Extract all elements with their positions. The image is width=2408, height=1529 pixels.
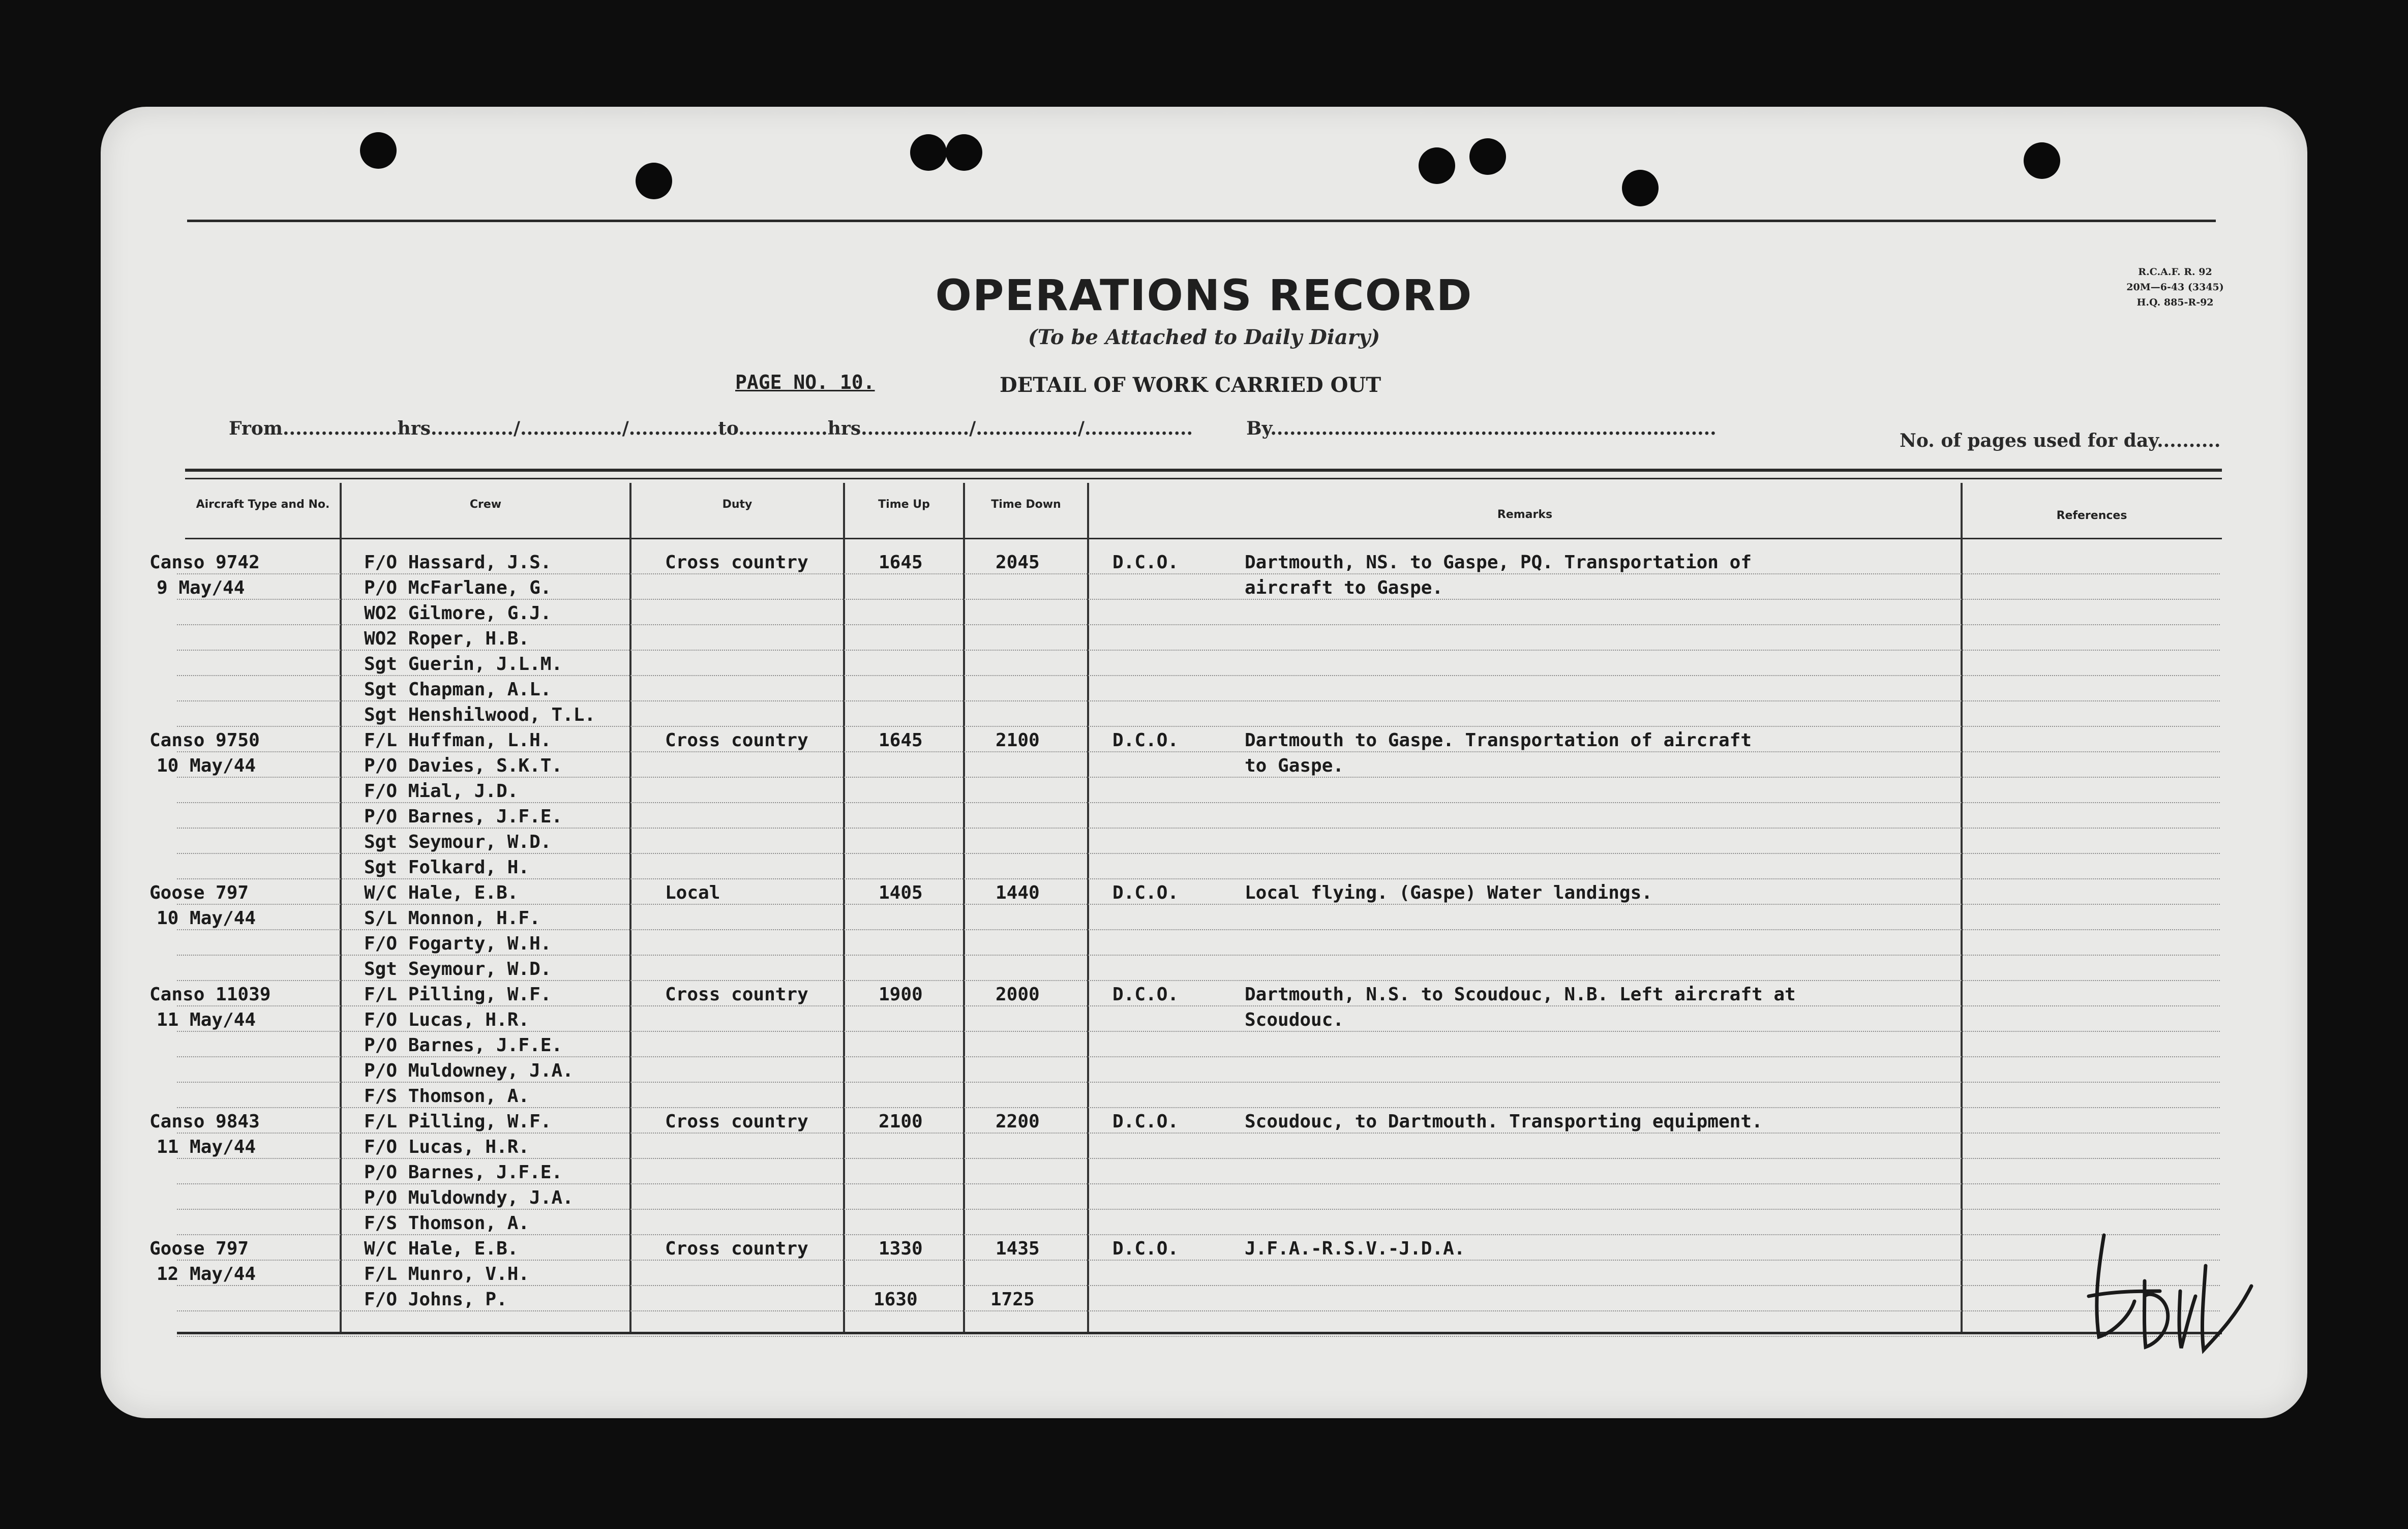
- header-bottom-rule: [185, 538, 2222, 539]
- ruled-line: [177, 777, 2220, 778]
- time-down: 2200: [996, 1111, 1040, 1132]
- punch-hole: [1469, 138, 1506, 175]
- top-rule: [187, 220, 2216, 222]
- punch-hole: [636, 163, 672, 199]
- crew-member: P/O Barnes, J.F.E.: [364, 1162, 563, 1183]
- ruled-line: [177, 1336, 2220, 1337]
- duty: Cross country: [665, 552, 808, 573]
- punch-hole: [1419, 147, 1455, 184]
- ruled-line: [177, 802, 2220, 803]
- duty-code: D.C.O.: [1112, 1111, 1179, 1132]
- crew-member: W/C Hale, E.B.: [364, 1238, 519, 1259]
- ruled-line: [177, 1133, 2220, 1134]
- entry-date: 10 May/44: [157, 755, 256, 776]
- duty: Local: [665, 882, 720, 903]
- duty-code: D.C.O.: [1112, 882, 1179, 903]
- crew-member: F/O Fogarty, W.H.: [364, 933, 552, 954]
- crew-member: F/L Munro, V.H.: [364, 1264, 530, 1285]
- aircraft-type: Goose 797: [149, 882, 249, 903]
- crew-member: S/L Monnon, H.F.: [364, 908, 540, 929]
- crew-member: P/O Barnes, J.F.E.: [364, 806, 563, 827]
- duty: Cross country: [665, 1238, 808, 1259]
- ruled-line: [177, 599, 2220, 600]
- crew-member: P/O Barnes, J.F.E.: [364, 1035, 563, 1056]
- punch-hole: [1622, 170, 1659, 206]
- ruled-line: [177, 1234, 2220, 1235]
- aircraft-type: Canso 11039: [149, 984, 271, 1005]
- crew-member: F/S Thomson, A.: [364, 1086, 530, 1107]
- remark-line: aircraft to Gaspe.: [1245, 577, 1443, 598]
- table-top-rule: [185, 478, 2222, 479]
- crew-member: Sgt Seymour, W.D.: [364, 959, 552, 980]
- form-code-line: R.C.A.F. R. 92: [2138, 266, 2212, 278]
- crew-member: F/O Lucas, H.R.: [364, 1010, 530, 1030]
- crew-member: P/O Davies, S.K.T.: [364, 755, 563, 776]
- time-up: 1645: [879, 552, 923, 573]
- ruled-line: [177, 853, 2220, 854]
- time-up: 1630: [874, 1289, 918, 1310]
- entry-date: 11 May/44: [157, 1010, 256, 1030]
- column-divider: [340, 483, 342, 1332]
- time-down: 2100: [996, 730, 1040, 751]
- crew-member: Sgt Guerin, J.L.M.: [364, 654, 563, 675]
- remark-line: Dartmouth, N.S. to Scoudouc, N.B. Left aircraft at: [1245, 984, 1796, 1005]
- crew-member: F/O Johns, P.: [364, 1289, 507, 1310]
- crew-member: Sgt Folkard, H.: [364, 857, 530, 878]
- duty: Cross country: [665, 730, 808, 751]
- remark-line: Dartmouth to Gaspe. Transportation of aircraft: [1245, 730, 1752, 751]
- entry-date: 10 May/44: [157, 908, 256, 929]
- duty-code: D.C.O.: [1112, 552, 1179, 573]
- crew-member: WO2 Gilmore, G.J.: [364, 603, 552, 624]
- ruled-line: [177, 955, 2220, 956]
- ruled-line: [177, 1082, 2220, 1083]
- record-card: [101, 107, 2307, 1418]
- ruled-line: [177, 904, 2220, 905]
- aircraft-type: Canso 9843: [149, 1111, 260, 1132]
- ruled-line: [177, 573, 2220, 574]
- crew-member: F/O Mial, J.D.: [364, 781, 519, 802]
- time-up: 2100: [879, 1111, 923, 1132]
- ruled-line: [177, 828, 2220, 829]
- column-header-duty: Duty: [722, 498, 752, 511]
- crew-member: Sgt Henshilwood, T.L.: [364, 705, 596, 725]
- ruled-line: [177, 1005, 2220, 1006]
- duty-code: D.C.O.: [1112, 984, 1179, 1005]
- ruled-line: [177, 878, 2220, 879]
- ruled-line: [177, 980, 2220, 981]
- column-header-time-up: Time Up: [878, 498, 930, 511]
- remark-line: to Gaspe.: [1245, 755, 1344, 776]
- punch-hole: [946, 134, 982, 171]
- column-header-crew: Crew: [469, 498, 502, 511]
- from-field: From..................hrs............./................/..............to..............hrs................./................/.................: [229, 418, 1193, 439]
- form-code: [2084, 264, 2267, 310]
- table-bottom-rule: [177, 1332, 2222, 1334]
- ruled-line: [177, 1209, 2220, 1210]
- crew-member: F/O Lucas, H.R.: [364, 1137, 530, 1157]
- column-divider: [1087, 483, 1089, 1332]
- form-code-line: H.Q. 885-R-92: [2136, 297, 2214, 308]
- punch-hole: [910, 134, 947, 171]
- ruled-line: [177, 700, 2220, 701]
- column-divider: [843, 483, 845, 1332]
- form-code-line: 20M—6-43 (3345): [2126, 282, 2224, 293]
- crew-member: F/S Thomson, A.: [364, 1213, 530, 1234]
- time-up: 1405: [879, 882, 923, 903]
- remark-line: Scoudouc, to Dartmouth. Transporting equipment.: [1245, 1111, 1763, 1132]
- column-header-time-down: Time Down: [991, 498, 1061, 511]
- pages-used-field: No. of pages used for day..........: [1900, 430, 2221, 451]
- page-title: OPERATIONS RECORD: [935, 270, 1473, 320]
- entry-date: 9 May/44: [157, 577, 245, 598]
- ruled-line: [177, 1285, 2220, 1286]
- punch-hole: [360, 132, 397, 169]
- duty-code: D.C.O.: [1112, 730, 1179, 751]
- ruled-line: [177, 1056, 2220, 1057]
- column-header-remarks: Remarks: [1497, 508, 1553, 521]
- entry-date: 11 May/44: [157, 1137, 256, 1157]
- time-down: 2000: [996, 984, 1040, 1005]
- from-line: [229, 418, 1717, 439]
- time-up: 1645: [879, 730, 923, 751]
- ruled-line: [177, 624, 2220, 625]
- duty-code: D.C.O.: [1112, 1238, 1179, 1259]
- page-number: PAGE NO. 10.: [735, 371, 875, 393]
- column-divider: [1961, 483, 1963, 1332]
- ruled-line: [177, 726, 2220, 727]
- time-down: 2045: [996, 552, 1040, 573]
- ruled-line: [177, 1260, 2220, 1261]
- crew-member: WO2 Roper, H.B.: [364, 628, 530, 649]
- time-up: 1330: [879, 1238, 923, 1259]
- column-header-references: References: [2056, 509, 2127, 522]
- duty: Cross country: [665, 984, 808, 1005]
- column-header-aircraft: Aircraft Type and No.: [196, 498, 330, 511]
- ruled-line: [177, 675, 2220, 676]
- crew-member: P/O Muldowney, J.A.: [364, 1060, 574, 1081]
- ruled-line: [177, 1107, 2220, 1108]
- crew-member: Sgt Seymour, W.D.: [364, 832, 552, 852]
- handwritten-initials: [2084, 1215, 2256, 1357]
- aircraft-type: Goose 797: [149, 1238, 249, 1259]
- duty: Cross country: [665, 1111, 808, 1132]
- punch-hole: [2024, 142, 2060, 179]
- column-divider: [963, 483, 965, 1332]
- time-down: 1725: [990, 1289, 1035, 1310]
- remark-line: Scoudouc.: [1245, 1010, 1344, 1030]
- crew-member: F/L Pilling, W.F.: [364, 1111, 552, 1132]
- ruled-line: [177, 751, 2220, 752]
- crew-member: P/O McFarlane, G.: [364, 577, 552, 598]
- table-top-rule: [185, 469, 2222, 472]
- crew-member: Sgt Chapman, A.L.: [364, 679, 552, 700]
- remark-line: J.F.A.-R.S.V.-J.D.A.: [1245, 1238, 1465, 1259]
- remark-line: Dartmouth, NS. to Gaspe, PQ. Transportation of: [1245, 552, 1752, 573]
- ruled-line: [177, 1310, 2220, 1311]
- aircraft-type: Canso 9742: [149, 552, 260, 573]
- by-field: By......................................................................: [1246, 418, 1717, 439]
- crew-member: P/O Muldowndy, J.A.: [364, 1187, 574, 1208]
- crew-member: F/L Pilling, W.F.: [364, 984, 552, 1005]
- ruled-line: [177, 1031, 2220, 1032]
- ruled-line: [177, 1158, 2220, 1159]
- remark-line: Local flying. (Gaspe) Water landings.: [1245, 882, 1652, 903]
- ruled-line: [177, 929, 2220, 930]
- ruled-line: [177, 1183, 2220, 1184]
- crew-member: F/L Huffman, L.H.: [364, 730, 552, 751]
- aircraft-type: Canso 9750: [149, 730, 260, 751]
- ruled-line: [177, 650, 2220, 651]
- detail-heading: DETAIL OF WORK CARRIED OUT: [1000, 373, 1381, 397]
- crew-member: F/O Hassard, J.S.: [364, 552, 552, 573]
- time-up: 1900: [879, 984, 923, 1005]
- page-subtitle: (To be Attached to Daily Diary): [1028, 325, 1380, 349]
- entry-date: 12 May/44: [157, 1264, 256, 1285]
- column-divider: [629, 483, 631, 1332]
- time-down: 1435: [996, 1238, 1040, 1259]
- crew-member: W/C Hale, E.B.: [364, 882, 519, 903]
- time-down: 1440: [996, 882, 1040, 903]
